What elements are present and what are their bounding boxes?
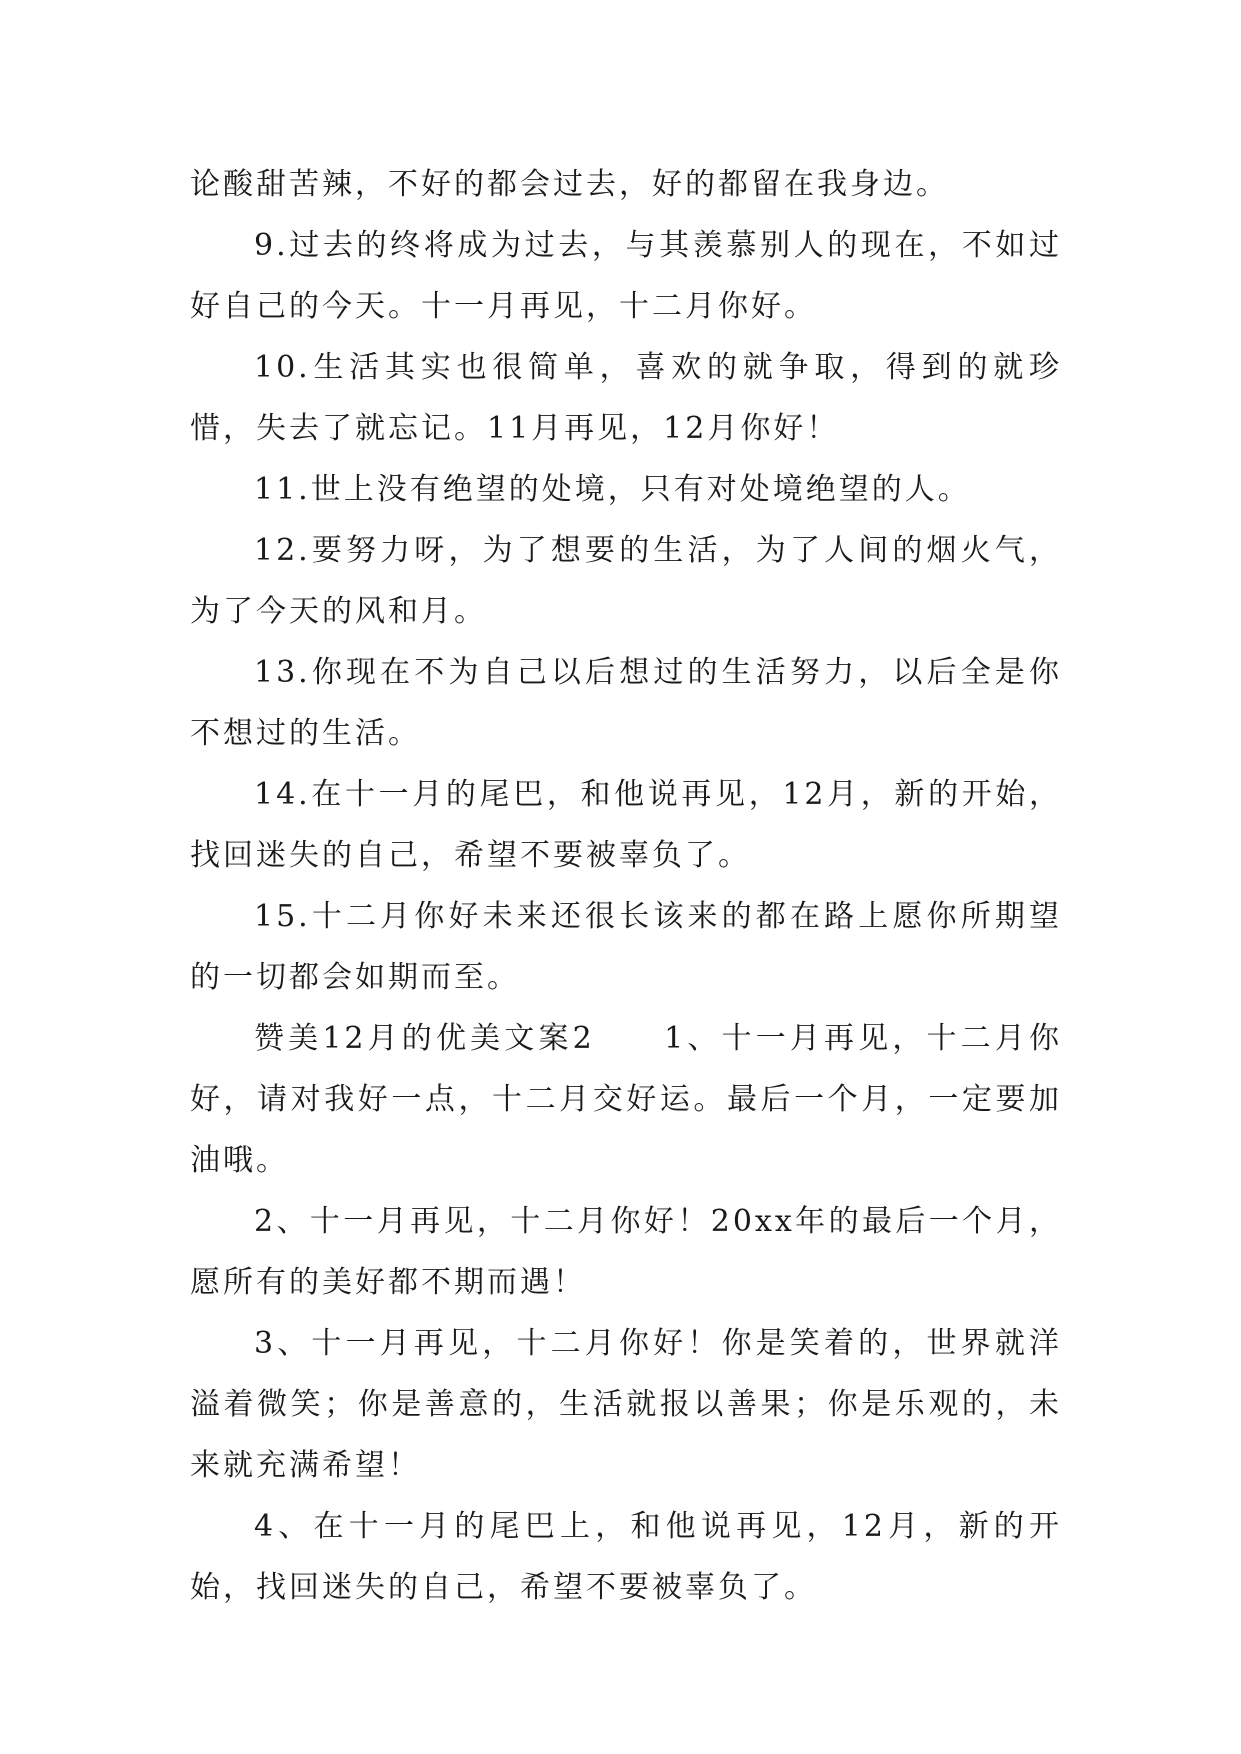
paragraph-item-10: 10.生活其实也很简单，喜欢的就争取，得到的就珍惜，失去了就忘记。11月再见，12月你好！	[190, 350, 1062, 446]
paragraph-section2-item-2: 2、十一月再见，十二月你好！20xx年的最后一个月，愿所有的美好都不期而遇！	[190, 1204, 1062, 1300]
paragraph-item-15: 15.十二月你好未来还很长该来的都在路上愿你所期望的一切都会如期而至。	[190, 899, 1062, 995]
paragraph-item-14: 14.在十一月的尾巴，和他说再见，12月，新的开始，找回迷失的自己，希望不要被辜负了。	[190, 777, 1062, 873]
paragraph-item-13: 13.你现在不为自己以后想过的生活努力，以后全是你不想过的生活。	[190, 655, 1062, 751]
paragraph-section2-item-3: 3、十一月再见，十二月你好！你是笑着的，世界就洋溢着微笑；你是善意的，生活就报以善果；你是乐观的，未来就充满希望！	[190, 1326, 1062, 1483]
paragraph-item-11: 11.世上没有绝望的处境，只有对处境绝望的人。	[254, 472, 971, 507]
paragraph-section2-item-4: 4、在十一月的尾巴上，和他说再见，12月，新的开始，找回迷失的自己，希望不要被辜负了。	[190, 1509, 1062, 1605]
section-heading-paragraph: 赞美12月的优美文案2 1、十一月再见，十二月你好，请对我好一点，十二月交好运。最后一个月，一定要加油哦。	[190, 1021, 1062, 1178]
document-body	[190, 154, 1062, 1618]
paragraph-continuation: 论酸甜苦辣，不好的都会过去，好的都留在我身边。	[190, 167, 949, 202]
paragraph-item-12: 12.要努力呀，为了想要的生活，为了人间的烟火气，为了今天的风和月。	[190, 533, 1062, 629]
paragraph-item-9: 9.过去的终将成为过去，与其羡慕别人的现在，不如过好自己的今天。十一月再见，十二月你好。	[190, 228, 1062, 324]
